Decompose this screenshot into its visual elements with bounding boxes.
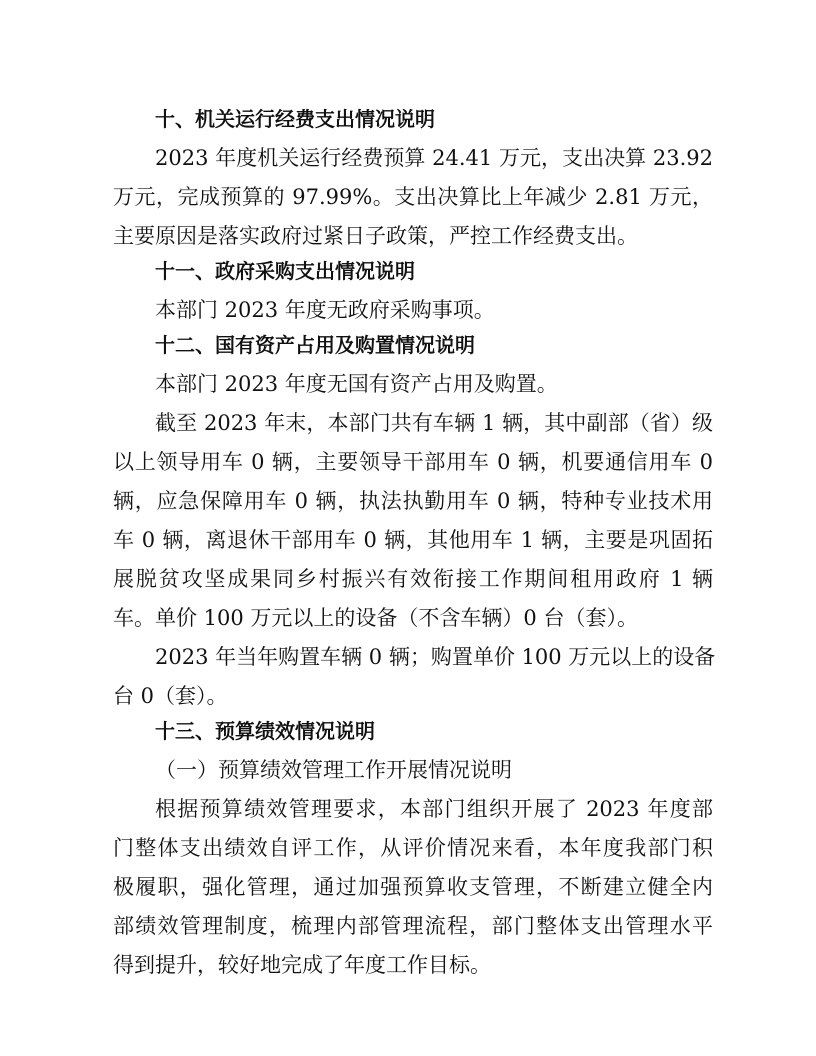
paragraph-line: 本部门 2023 年度无国有资产占用及购置。 — [155, 372, 558, 396]
paragraph-line: 展脱贫攻坚成果同乡村振兴有效衔接工作期间租用政府 1 辆 — [113, 567, 713, 591]
paragraph-line: 根据预算绩效管理要求，本部门组织开展了 2023 年度部 — [155, 797, 713, 821]
paragraph-line: 2023 年度机关运行经费预算 24.41 万元，支出决算 23.92 — [155, 146, 713, 170]
paragraph-line: 车 0 辆，离退休干部用车 0 辆，其他用车 1 辆，主要是巩固拓 — [113, 528, 713, 552]
section-11-heading: 十一、政府采购支出情况说明 — [155, 259, 415, 283]
section-10-heading: 十、机关运行经费支出情况说明 — [155, 107, 435, 131]
paragraph-line: 本部门 2023 年度无政府采购事项。 — [155, 298, 495, 322]
section-13-heading: 十三、预算绩效情况说明 — [155, 719, 375, 743]
paragraph-line: 极履职，强化管理，通过加强预算收支管理，不断建立健全内 — [113, 875, 713, 899]
paragraph-line: 得到提升，较好地完成了年度工作目标。 — [113, 953, 491, 977]
paragraph-line: 万元，完成预算的 97.99%。支出决算比上年减少 2.81 万元， — [113, 185, 713, 209]
paragraph-line: 截至 2023 年末，本部门共有车辆 1 辆，其中副部（省）级 — [155, 411, 713, 435]
section-13-subheading: （一）预算绩效管理工作开展情况说明 — [155, 758, 512, 782]
paragraph-line: 辆，应急保障用车 0 辆，执法执勤用车 0 辆，特种专业技术用 — [113, 489, 713, 513]
paragraph-line: 台 0（套）。 — [113, 684, 228, 708]
paragraph-line: 车。单价 100 万元以上的设备（不含车辆）0 台（套）。 — [113, 606, 638, 630]
section-12-heading: 十二、国有资产占用及购置情况说明 — [155, 333, 475, 357]
paragraph-line: 以上领导用车 0 辆，主要领导干部用车 0 辆，机要通信用车 0 — [113, 450, 713, 474]
paragraph-line: 门整体支出绩效自评工作，从评价情况来看，本年度我部门积 — [113, 836, 713, 860]
paragraph-line: 2023 年当年购置车辆 0 辆；购置单价 100 万元以上的设备 — [155, 645, 716, 669]
paragraph-line: 主要原因是落实政府过紧日子政策，严控工作经费支出。 — [113, 224, 638, 248]
paragraph-line: 部绩效管理制度，梳理内部管理流程，部门整体支出管理水平 — [113, 914, 713, 938]
